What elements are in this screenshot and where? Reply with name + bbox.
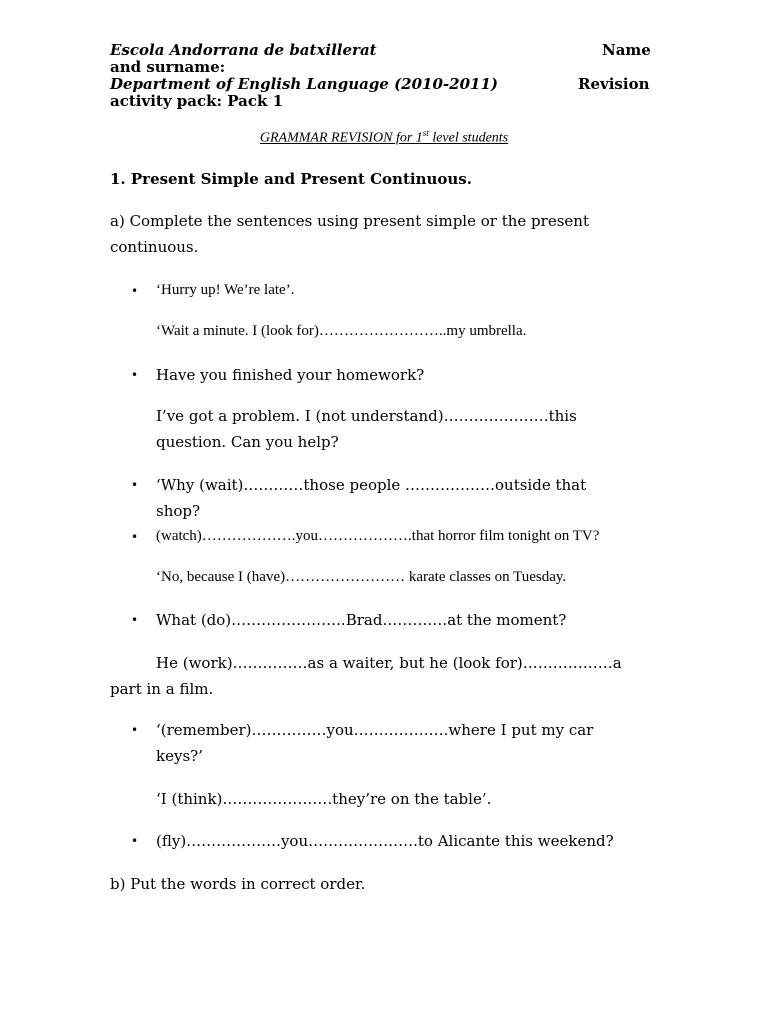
exercise-6-line-2: keys?’ [156, 747, 203, 765]
bullet-icon: • [131, 723, 139, 737]
instruction-a-line-1: a) Complete the sentences using present simple or the present [110, 212, 589, 230]
pack-label: activity pack: Pack 1 [110, 92, 284, 110]
instruction-a-line-2: continuous. [110, 238, 199, 256]
name-label: Name [602, 41, 651, 59]
exercise-7-line-1: (fly)……………….you………………….to Alicante this weekend? [156, 832, 614, 850]
section-heading: 1. Present Simple and Present Continuous. [110, 170, 472, 188]
surname-label: and surname: [110, 58, 226, 76]
exercise-2-line-1: Have you finished your homework? [156, 366, 425, 384]
bullet-icon: • [131, 478, 139, 492]
title-main: GRAMMAR REVISION for 1 [259, 130, 423, 146]
revision-label: Revision [578, 75, 650, 93]
bullet-icon: • [131, 613, 139, 627]
exercise-2-line-2: I’ve got a problem. I (not understand)…………………this [156, 407, 577, 425]
title-superscript: st [422, 128, 429, 138]
exercise-2-line-3: question. Can you help? [156, 433, 339, 451]
title-rest: level students [428, 130, 509, 146]
exercise-6-line-3: ‘I (think)………………….they’re on the table’. [156, 790, 492, 808]
bullet-icon: • [131, 530, 139, 544]
page-title [0, 128, 768, 147]
exercise-1-line-2: ‘Wait a minute. I (look for)……………………..my umbrella. [156, 323, 527, 339]
instruction-b: b) Put the words in correct order. [110, 875, 366, 893]
bullet-icon: • [131, 284, 139, 298]
exercise-5-line-1: What (do)…………………..Brad………….at the moment? [156, 611, 567, 629]
bullet-icon: • [131, 834, 139, 848]
school-name: Escola Andorrana de batxillerat [110, 41, 377, 59]
exercise-3-line-2: shop? [156, 502, 201, 520]
exercise-6-line-1: ‘(remember)……………you……………….where I put my car [156, 721, 594, 739]
exercise-3-line-1: ‘Why (wait)…………those people ………………outside that [156, 476, 587, 494]
bullet-icon: • [131, 368, 139, 382]
exercise-4-line-2: ‘No, because I (have)…………………… karate classes on Tuesday. [156, 569, 567, 585]
exercise-1-line-1: ‘Hurry up! We’re late’. [156, 282, 295, 298]
exercise-5-line-2: He (work)……………as a waiter, but he (look for)………………a [156, 654, 622, 672]
exercise-5-line-3: part in a film. [110, 680, 214, 698]
exercise-4-line-1: (watch)……………….you……………….that horror film tonight on TV? [156, 528, 600, 544]
department-name: Department of English Language (2010-2011) [110, 75, 498, 93]
